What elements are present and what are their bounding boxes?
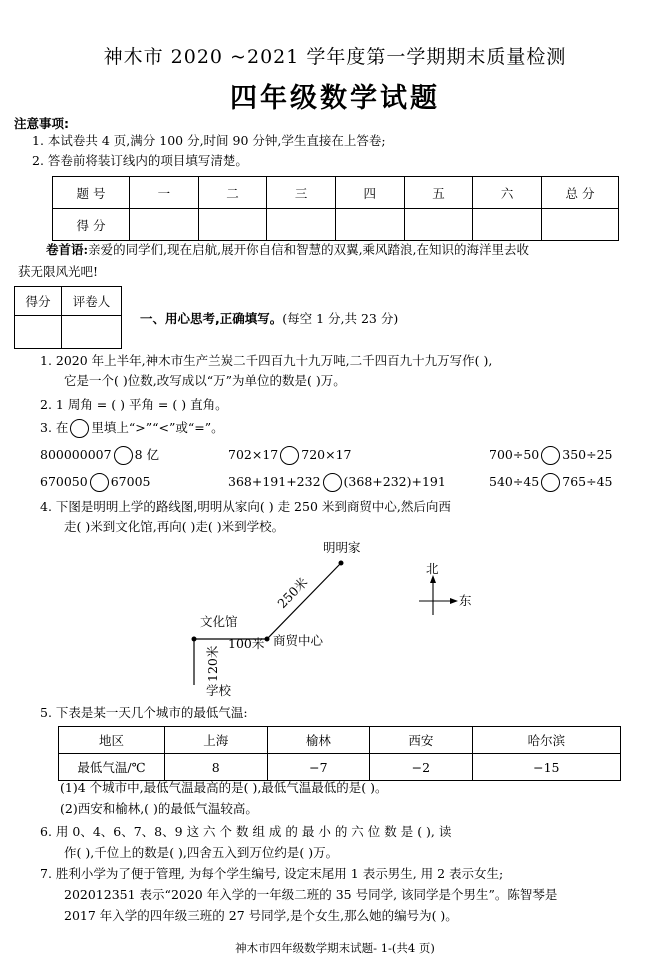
q2-line: 2. 1 周角 = ( ) 平角 = ( ) 直角。	[40, 397, 228, 412]
score-table-cell: 六	[473, 177, 542, 209]
score-input-cell[interactable]	[130, 209, 199, 241]
map-label-250: 250米	[274, 574, 311, 612]
score-input-cell[interactable]	[473, 209, 542, 241]
q3-heading-a: 3. 在	[40, 420, 69, 435]
compare-circle[interactable]	[541, 473, 560, 492]
q3-right-operand: 765÷45	[562, 474, 613, 489]
score-input-cell[interactable]	[542, 209, 619, 241]
temperature-cell: −15	[472, 754, 620, 781]
compare-circle[interactable]	[323, 473, 342, 492]
temperature-cell: 8	[165, 754, 268, 781]
home-point	[339, 561, 344, 566]
map-label-school: 学校	[206, 683, 232, 698]
score-table-cell: 题 号	[53, 177, 130, 209]
map-label-100: 100米	[228, 636, 265, 651]
preface-label: 卷首语:	[46, 242, 89, 257]
map-label-trade: 商贸中心	[273, 633, 324, 648]
exam-title: 神木市 2020 ~2021 学年度第一学期期末质量检测	[103, 46, 567, 68]
compass-north-label: 北	[426, 561, 439, 576]
grader-name-label: 评卷人	[62, 287, 122, 316]
q3-item	[489, 473, 613, 492]
score-table-cell: 总 分	[542, 177, 619, 209]
q3-left-operand: 702×17	[228, 447, 279, 462]
q6-line-2: 作( ),千位上的数是( ),四舍五入到万位约是( )万。	[64, 845, 339, 860]
compare-circle[interactable]	[90, 473, 109, 492]
score-table-cell: 二	[198, 177, 267, 209]
q3-item	[489, 446, 613, 465]
temperature-value-row	[59, 754, 621, 781]
section-1-title: 一、用心思考,正确填写。	[140, 311, 283, 326]
score-input-cell[interactable]	[335, 209, 404, 241]
preface-line-1	[46, 242, 529, 258]
temperature-cell: −2	[370, 754, 473, 781]
temperature-cell: 最低气温/℃	[59, 754, 165, 781]
q3-right-operand: 8 亿	[134, 447, 160, 462]
compare-circle[interactable]	[114, 446, 133, 465]
section-1-note: (每空 1 分,共 23 分)	[282, 311, 399, 326]
compass-east-label: 东	[459, 593, 472, 608]
score-table	[52, 176, 619, 241]
temperature-cell: 榆林	[267, 727, 370, 754]
q3-heading-b: 里填上“>”“<”或“=”。	[91, 420, 224, 435]
q3-right-operand: 67005	[110, 474, 151, 489]
q1-line-1: 1. 2020 年上半年,神木市生产兰炭二千四百九十九万吨,二千四百九十九万写作( ),	[40, 353, 493, 368]
notice-item-2: 2. 答卷前将装订线内的项目填写清楚。	[32, 153, 248, 168]
temperature-cell: 西安	[370, 727, 473, 754]
notice-item-1: 1. 本试卷共 4 页,满分 100 分,时间 90 分钟,学生直接在上答卷;	[32, 133, 386, 148]
q3-item	[228, 473, 446, 492]
score-table-cell: 得 分	[53, 209, 130, 241]
trade-point	[265, 637, 270, 642]
score-table-cell: 三	[267, 177, 336, 209]
q3-left-operand: 368+191+232	[228, 474, 321, 489]
map-label-culture: 文化馆	[200, 614, 238, 629]
q3-heading	[40, 419, 224, 438]
grader-score-label: 得分	[15, 287, 62, 316]
score-table-cell: 五	[404, 177, 473, 209]
q3-right-operand: (368+232)+191	[343, 474, 446, 489]
grader-score-cell[interactable]	[15, 316, 62, 349]
temperature-cell: 上海	[165, 727, 268, 754]
q4-line-2: 走( )米到文化馆,再向( )走( )米到学校。	[64, 519, 285, 534]
map-label-120: 120米	[205, 645, 220, 682]
map-label-home: 明明家	[323, 540, 361, 555]
q3-left-operand: 800000007	[40, 447, 112, 462]
q4-line-1: 4. 下图是明明上学的路线图,明明从家向( ) 走 250 米到商贸中心,然后向西	[40, 499, 451, 514]
score-table-header-row	[53, 177, 619, 209]
exam-subtitle: 四年级数学试题	[230, 83, 440, 114]
q3-item	[228, 446, 352, 465]
score-input-cell[interactable]	[267, 209, 336, 241]
q3-left-operand: 670050	[40, 474, 88, 489]
culture-point	[192, 637, 197, 642]
q3-right-operand: 720×17	[301, 447, 352, 462]
q3-left-operand: 540÷45	[489, 474, 540, 489]
q3-left-operand: 700÷50	[489, 447, 540, 462]
score-table-cell: 一	[130, 177, 199, 209]
notice-heading: 注意事项:	[14, 116, 69, 131]
preface-line-2: 获无限风光吧!	[18, 264, 99, 279]
q3-right-operand: 350÷25	[562, 447, 613, 462]
q3-item	[40, 446, 159, 465]
page-footer: 神木市四年级数学期末试题- 1-(共4 页)	[235, 941, 435, 955]
temperature-table	[58, 726, 621, 781]
compass-icon	[419, 561, 472, 615]
q5-intro: 5. 下表是某一天几个城市的最低气温:	[40, 705, 248, 720]
temperature-cell: 地区	[59, 727, 165, 754]
score-table-cell: 四	[335, 177, 404, 209]
q5-sub-2: (2)西安和榆林,( )的最低气温较高。	[60, 801, 258, 816]
q6-line-1: 6. 用 0、4、6、7、8、9 这 六 个 数 组 成 的 最 小 的 六 位 数 是 ( ), 读	[40, 824, 452, 839]
route-map	[180, 535, 500, 703]
temperature-cell: −7	[267, 754, 370, 781]
grader-name-cell[interactable]	[62, 316, 122, 349]
score-input-cell[interactable]	[198, 209, 267, 241]
q7-line-1: 7. 胜利小学为了便于管理, 为每个学生编号, 设定末尾用 1 表示男生, 用 2 表示女生;	[40, 866, 504, 881]
circle-icon	[70, 419, 89, 438]
temperature-cell: 哈尔滨	[472, 727, 620, 754]
q3-item	[40, 473, 150, 492]
q7-line-2: 202012351 表示“2020 年入学的一年级二班的 35 号同学, 该同学是个男生”。陈智琴是	[64, 887, 558, 902]
compare-circle[interactable]	[541, 446, 560, 465]
temperature-header-row	[59, 727, 621, 754]
score-input-cell[interactable]	[404, 209, 473, 241]
q5-sub-1: (1)4 个城市中,最低气温最高的是( ),最低气温最低的是( )。	[60, 780, 388, 795]
q1-line-2: 它是一个( )位数,改写成以“万”为单位的数是( )万。	[64, 373, 346, 388]
score-table-score-row	[53, 209, 619, 241]
grader-table	[14, 286, 122, 349]
compare-circle[interactable]	[280, 446, 299, 465]
preface-text-1: 亲爱的同学们,现在启航,展开你自信和智慧的双翼,乘风踏浪,在知识的海洋里去收	[88, 242, 530, 257]
q7-line-3: 2017 年入学的四年级三班的 27 号同学,是个女生,那么她的编号为( )。	[64, 908, 458, 923]
section-1-heading	[140, 309, 398, 327]
